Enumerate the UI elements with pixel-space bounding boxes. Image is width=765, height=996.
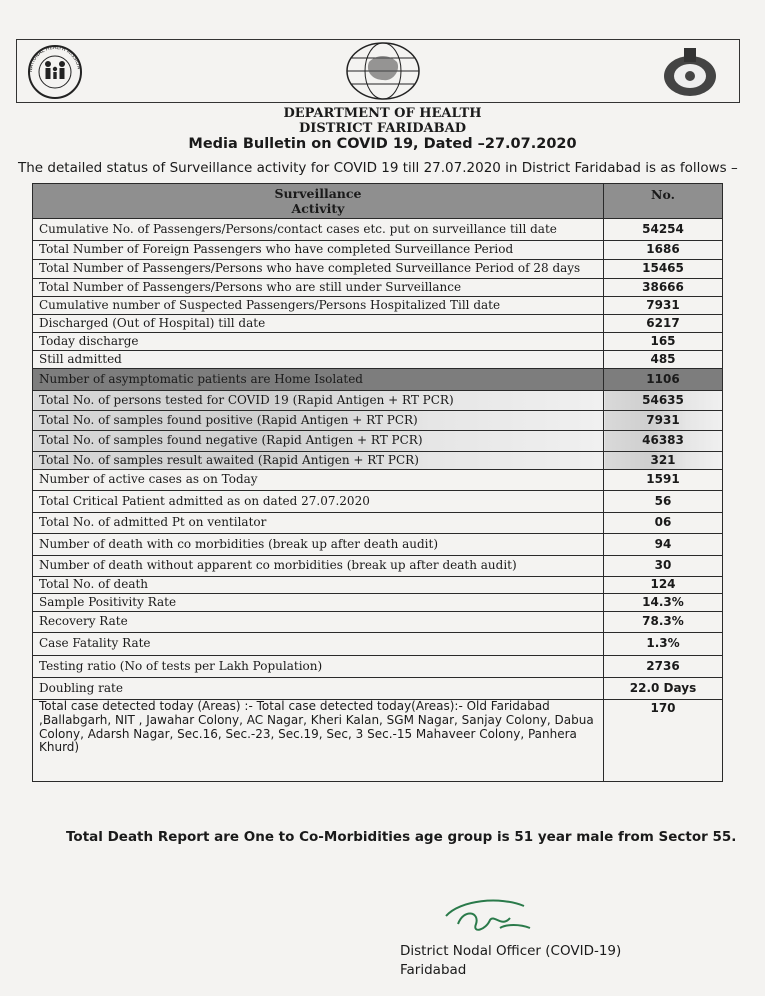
surveillance-table [32,183,723,782]
row-value: 94 [604,534,723,556]
row-value: 54254 [604,219,723,241]
row-label: Discharged (Out of Hospital) till date [33,315,604,333]
table-row [33,241,723,260]
column-header-activity-label: Surveillance Activity [274,186,362,216]
table-row [33,297,723,315]
row-value: 124 [604,577,723,594]
row-value: 56 [604,491,723,513]
table-row [33,260,723,279]
row-label: Total Number of Foreign Passengers who have completed Surveillance Period [33,241,604,260]
table-row [33,577,723,594]
row-value: 78.3% [604,612,723,633]
table-row [33,534,723,556]
globe-icon [343,40,423,102]
table-row [33,633,723,656]
row-label: Total Critical Patient admitted as on dated 27.07.2020 [33,491,604,513]
row-label: Number of death with co morbidities (break up after death audit) [33,534,604,556]
row-value: 06 [604,513,723,534]
row-label: Total No. of samples found negative (Rapid Antigen + RT PCR) [33,431,604,452]
row-value: 54635 [604,391,723,411]
district-title: DISTRICT FARIDABAD [299,121,466,136]
department-title: DEPARTMENT OF HEALTH [283,106,482,121]
row-value: 1106 [604,369,723,391]
death-report-note: Total Death Report are One to Co-Morbidities age group is 51 year male from Sector 55. [66,829,737,845]
row-value: 14.3% [604,594,723,612]
row-label: Today discharge [33,333,604,351]
areas-label: Total case detected today (Areas) :- Total case detected today(Areas):- Old Faridabad ,Ballabgarh, NIT , Jawahar Colony, AC Nagar, Kheri Kalan, SGM Nagar, Sanjay Colony, Dabua Colony, Adarsh Nagar, Sec.16, Sec.-23, Sec.19, Sec, 3 Sec.-15 Mahaveer Colony, Panhera Khurd) [33,700,604,782]
row-label: Testing ratio (No of tests per Lakh Population) [33,656,604,678]
table-row [33,452,723,470]
row-label: Doubling rate [33,678,604,700]
signatory-title: District Nodal Officer (COVID-19) [400,943,622,959]
row-value: 38666 [604,279,723,297]
row-label: Total Number of Passengers/Persons who are still under Surveillance [33,279,604,297]
table-header-row [33,184,723,219]
table-row [33,556,723,577]
table-row [33,470,723,491]
row-label: Recovery Rate [33,612,604,633]
row-value: 46383 [604,431,723,452]
intro-text: The detailed status of Surveillance activity for COVID 19 till 27.07.2020 in District Faridabad is as follows – [18,160,738,176]
row-value: 2736 [604,656,723,678]
row-label: Still admitted [33,351,604,369]
signatory-location: Faridabad [400,962,467,978]
row-label: Case Fatality Rate [33,633,604,656]
table-row [33,369,723,391]
table-row [33,315,723,333]
row-label: Number of active cases as on Today [33,470,604,491]
table-row [33,594,723,612]
row-value: 15465 [604,260,723,279]
row-label: Total Number of Passengers/Persons who have completed Surveillance Period of 28 days [33,260,604,279]
bulletin-title: Media Bulletin on COVID 19, Dated –27.07.2020 [188,136,577,152]
table-row [33,333,723,351]
row-label: Total No. of admitted Pt on ventilator [33,513,604,534]
row-value: 1686 [604,241,723,260]
row-label: Total No. of death [33,577,604,594]
column-header-activity [33,184,604,219]
table-row [33,431,723,452]
table-row [33,678,723,700]
officer-signature [440,894,536,944]
row-label: Total No. of samples found positive (Rapid Antigen + RT PCR) [33,411,604,431]
family-icon [45,61,65,79]
areas-value: 170 [604,700,723,782]
table-row [33,219,723,241]
table-row [33,279,723,297]
table-row [33,351,723,369]
row-label: Total No. of persons tested for COVID 19 (Rapid Antigen + RT PCR) [33,391,604,411]
row-label: Total No. of samples result awaited (Rapid Antigen + RT PCR) [33,452,604,470]
row-value: 30 [604,556,723,577]
row-value: 7931 [604,411,723,431]
row-label: Number of death without apparent co morbidities (break up after death audit) [33,556,604,577]
row-value: 7931 [604,297,723,315]
row-value: 22.0 Days [604,678,723,700]
table-row [33,491,723,513]
table-row [33,656,723,678]
row-value: 6217 [604,315,723,333]
row-label: Cumulative number of Suspected Passengers/Persons Hospitalized Till date [33,297,604,315]
row-value: 1591 [604,470,723,491]
row-label: Sample Positivity Rate [33,594,604,612]
national-health-mission-logo [24,44,86,100]
table-row [33,612,723,633]
column-header-no: No. [604,184,723,219]
table-row [33,513,723,534]
row-value: 321 [604,452,723,470]
row-label: Cumulative No. of Passengers/Persons/contact cases etc. put on surveillance till date [33,219,604,241]
table-row [33,411,723,431]
svg-text:NATIONAL HEALTH MISSION: NATIONAL HEALTH MISSION [27,44,82,73]
table-row-areas [33,700,723,782]
table-row [33,391,723,411]
row-label: Number of asymptomatic patients are Home Isolated [33,369,604,391]
row-value: 165 [604,333,723,351]
haryana-emblem-icon [660,42,720,100]
row-value: 1.3% [604,633,723,656]
row-value: 485 [604,351,723,369]
